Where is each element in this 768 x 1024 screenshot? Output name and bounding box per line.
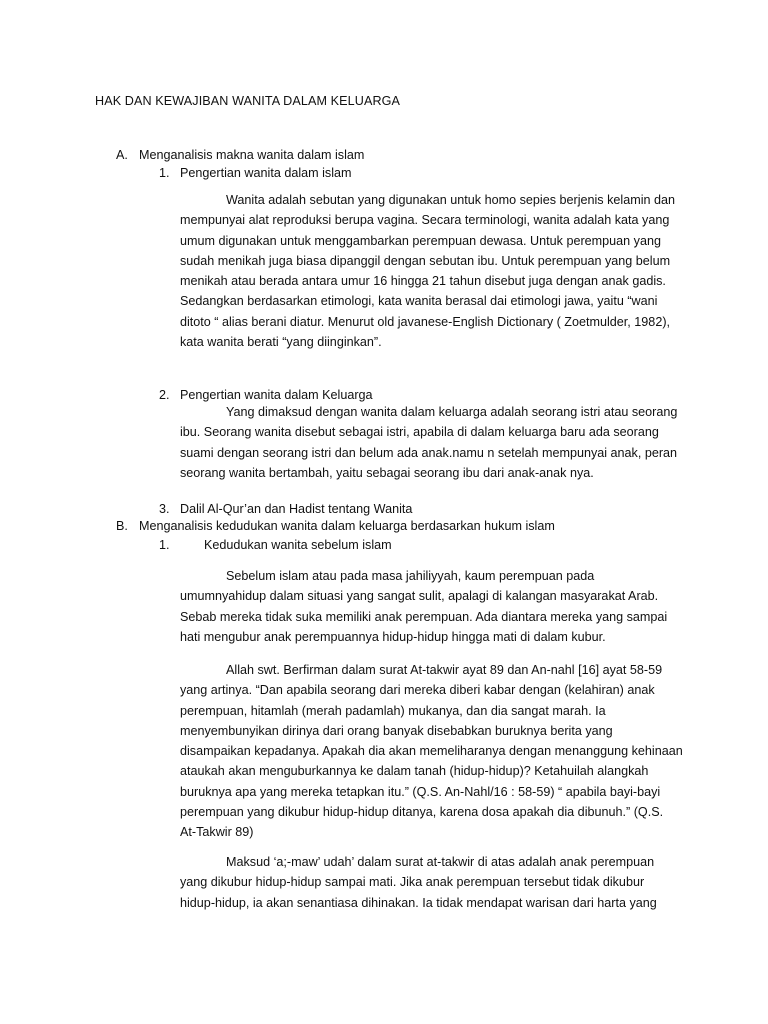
list-item-title: Kedudukan wanita sebelum islam [204,538,392,552]
paragraph-line: umumnyahidup dalam situasi yang sangat sulit, apalagi di kalangan masyarakat Arab. [180,589,659,604]
paragraph-line: ibu. Seorang wanita disebut sebagai istri, apabila di dalam keluarga baru ada seorang [180,425,659,440]
paragraph-line: kata wanita berati “yang diinginkan”. [180,335,382,350]
section-title: Menganalisis kedudukan wanita dalam keluarga berdasarkan hukum islam [139,519,555,533]
paragraph-line: perempuan yang dikubur hidup-hidup ditanya, karena dosa apakah dia dibunuh.” (Q.S. [180,805,664,820]
section-marker: B. [116,519,128,533]
document-title: HAK DAN KEWAJIBAN WANITA DALAM KELUARGA [95,94,401,108]
paragraph-line: sudah menikah juga biasa dipanggil dengan sebutan ibu. Untuk perempuan yang belum [180,253,671,268]
paragraph-line: perempuan, hitamlah (merah padamlah) mukanya, dan dia sangat marah. Ia [180,703,606,718]
paragraph-line: menikah atau berada antara umur 16 hingga 21 tahun disebut juga dengan anak gadis. [180,274,666,289]
list-item-title: Pengertian wanita dalam Keluarga [180,388,373,402]
paragraph-line: suami dengan seorang istri dan belum ada anak.namu n setelah mempunyai anak, peran [180,445,678,460]
list-item-title: Dalil Al-Qur’an dan Hadist tentang Wanita [180,502,413,516]
paragraph-line: Sedangkan berdasarkan etimologi, kata wanita berasal dai etimologi jawa, yaitu “wani [180,294,658,309]
list-item-title: Pengertian wanita dalam islam [180,166,352,180]
paragraph-2 [180,402,680,483]
paragraph-line: mempunyai alat reproduksi berupa vagina. Secara terminologi, wanita adalah kata yang [180,213,670,228]
paragraph-line: Wanita adalah sebutan yang digunakan untuk homo sepies berjenis kelamin dan [226,193,676,207]
paragraph-line: hidup-hidup, ia akan senantiasa dihinakan. Ia tidak mendapat warisan dari harta yang [180,895,657,910]
paragraph-4 [180,660,683,843]
paragraph-line: hati mengubur anak perempuannya hidup-hidup hingga mati di dalam kubur. [180,629,606,644]
list-marker: 1. [159,166,170,180]
paragraph-line: At-Takwir 89) [180,825,254,840]
paragraph-line: seorang wanita bertambah, yaitu sebagai seorang ibu dari anak-anak nya. [180,465,594,480]
paragraph-3 [180,566,680,647]
paragraph-line: umum digunakan untuk menggambarkan perempuan dewasa. Untuk perempuan yang [180,233,661,248]
paragraph-line: buruknya apa yang mereka tetapkan itu.” (Q.S. An-Nahl/16 : 58-59) “ apabila bayi-bayi [180,784,661,799]
paragraph-5 [180,852,680,913]
list-marker: 1. [159,538,170,552]
paragraph-line: Yang dimaksud dengan wanita dalam keluarga adalah seorang istri atau seorang [226,405,678,419]
section-marker: A. [116,148,128,162]
paragraph-line: yang dikubur hidup-hidup sampai mati. Jika anak perempuan tersebut tidak dikubur [180,875,645,890]
paragraph-line: disampaikan kepadanya. Apakah dia akan memeliharanya dengan menanggung kehinaan [180,744,683,759]
paragraph-line: Maksud ‘a;-maw’ udah’ dalam surat at-takwir di atas adalah anak perempuan [226,855,655,869]
paragraph-line: yang artinya. “Dan apabila seorang dari mereka diberi kabar dengan (kelahiran) anak [180,683,655,698]
paragraph-line: ataukah akan menguburkannya ke dalam tanah (hidup-hidup)? Ketahuilah alangkah [180,764,649,779]
paragraph-line: ditoto “ alias berani diatur. Menurut old javanese-English Dictionary ( Zoetmulder, 1982), [180,314,671,329]
paragraph-line: Sebab mereka tidak suka memiliki anak perempuan. Ada diantara mereka yang sampai [180,609,668,624]
paragraph-line: Sebelum islam atau pada masa jahiliyyah, kaum perempuan pada [226,569,595,583]
section-title: Menganalisis makna wanita dalam islam [139,148,365,162]
paragraph-line: Allah swt. Berfirman dalam surat At-takwir ayat 89 dan An-nahl [16] ayat 58-59 [226,663,663,677]
paragraph-line: menyembunyikan dirinya dari orang banyak disebabkan buruknya berita yang [180,723,613,738]
list-marker: 3. [159,502,170,516]
paragraph-1 [180,190,680,352]
list-marker: 2. [159,388,170,402]
